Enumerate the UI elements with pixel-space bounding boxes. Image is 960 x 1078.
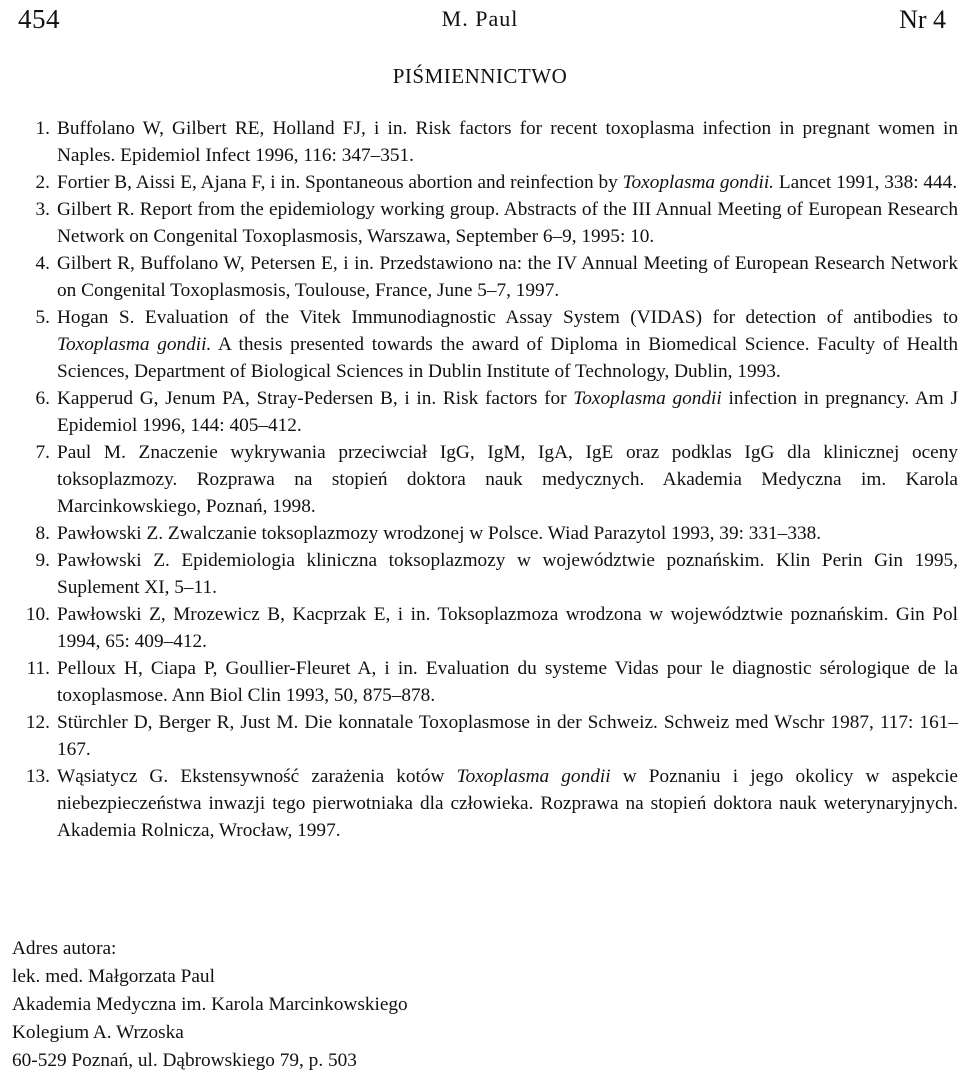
author-name: lek. med. Małgorzata Paul [12,966,215,987]
reference-text: Stürchler D, Berger R, Just M. Die konnatale Toxoplasmose in der Schweiz. Schweiz med Wschr 1987, 117: 161–167. [57,712,958,760]
address-label: Adres autora: [12,938,117,959]
reference-text: Kapperud G, Jenum PA, Stray-Pedersen B, i in. Risk factors for [57,388,574,409]
reference-text: Paul M. Znaczenie wykrywania przeciwciał IgG, IgM, IgA, IgE oraz podklas IgG dla klinicznej oceny toksoplazmozy. Rozprawa na stopień doktora nauk medycznych. Akademia Medyczna im. Karola Marcinkowskiego, Poznań, 1998. [57,442,958,517]
reference-item-1 [18,115,958,169]
author-street: 60-529 Poznań, ul. Dąbrowskiego 79, p. 503 [12,1050,357,1071]
reference-text: Pawłowski Z, Mrozewicz B, Kacprzak E, i in. Toksoplazmoza wrodzona w województwie poznańskim. Gin Pol 1994, 65: 409–412. [57,604,958,652]
reference-italic-title: Toxoplasma gondii. [622,172,774,193]
page-number: 454 [18,4,60,34]
reference-text: Pawłowski Z. Zwalczanie toksoplazmozy wrodzonej w Polsce. Wiad Parazytol 1993, 39: 331–338. [57,523,822,544]
reference-number: 10. [25,604,50,625]
reference-list [18,115,958,844]
reference-text-tail: A thesis presented towards the award of Diploma in Biomedical Science. Faculty of Health Sciences, Department of Biological Sciences in Dublin Institute of Technology, Dublin, 1993. [57,334,958,382]
reference-number: 2. [35,172,50,193]
reference-number: 13. [25,766,50,787]
reference-item-5 [18,304,958,385]
reference-text: Pelloux H, Ciapa P, Goullier-Fleuret A, i in. Evaluation du systeme Vidas pour le diagnostic sérologique de la toxoplasmose. Ann Biol Clin 1993, 50, 875–878. [57,658,958,706]
reference-text: Fortier B, Aissi E, Ajana F, i in. Spontaneous abortion and reinfection by [57,172,623,193]
reference-item-11 [18,655,958,709]
author-address [12,935,408,1075]
reference-number: 8. [35,523,50,544]
reference-item-7 [18,439,958,520]
reference-text: Buffolano W, Gilbert RE, Holland FJ, i in. Risk factors for recent toxoplasma infection in pregnant women in Naples. Epidemiol Infect 1996, 116: 347–351. [57,118,958,166]
reference-item-8 [18,520,958,547]
reference-item-12 [18,709,958,763]
reference-item-2 [18,169,958,196]
reference-item-6 [18,385,958,439]
reference-text: Gilbert R. Report from the epidemiology working group. Abstracts of the III Annual Meeting of European Research Network on Congenital Toxoplasmosis, Warszawa, September 6–9, 1995: 10. [57,199,958,247]
reference-item-10 [18,601,958,655]
reference-text: Pawłowski Z. Epidemiologia kliniczna toksoplazmozy w województwie poznańskim. Klin Perin Gin 1995, Suplement XI, 5–11. [57,550,958,598]
reference-number: 5. [35,307,50,328]
reference-number: 9. [35,550,50,571]
reference-text-tail: Lancet 1991, 338: 444. [774,172,958,193]
reference-text-tail: infection in pregnancy. Am J Epidemiol 1996, 144: 405–412. [57,388,958,436]
reference-number: 12. [25,712,50,733]
author-institution: Akademia Medyczna im. Karola Marcinkowskiego [12,994,408,1015]
reference-number: 6. [35,388,50,409]
reference-text: Gilbert R, Buffolano W, Petersen E, i in. Przedstawiono na: the IV Annual Meeting of European Research Network on Congenital Toxoplasmosis, Toulouse, France, June 5–7, 1997. [57,253,958,301]
section-title: PIŚMIENNICTWO [392,64,568,88]
reference-number: 3. [35,199,50,220]
reference-text: Hogan S. Evaluation of the Vitek Immunodiagnostic Assay System (VIDAS) for detection of antibodies to [57,307,958,328]
reference-item-3 [18,196,958,250]
reference-number: 4. [35,253,50,274]
running-header [0,0,960,36]
author-unit: Kolegium A. Wrzoska [12,1022,184,1043]
reference-italic-title: Toxoplasma gondii [573,388,722,409]
issue-number: Nr 4 [899,5,946,34]
reference-text-tail: w Poznaniu i jego okolicy w aspekcie niebezpieczeństwa inwazji tego pierwotniaka dla człowieka. Rozprawa na stopień doktora nauk weterynaryjnych. Akademia Rolnicza, Wrocław, 1997. [57,766,958,841]
reference-item-9 [18,547,958,601]
reference-number: 1. [35,118,50,139]
reference-italic-title: Toxoplasma gondii. [57,334,212,355]
reference-number: 11. [26,658,50,679]
reference-item-13 [18,763,958,844]
reference-text: Wąsiatycz G. Ekstensywność zarażenia kotów [57,766,457,787]
reference-number: 7. [35,442,50,463]
reference-item-4 [18,250,958,304]
running-author: M. Paul [441,6,519,31]
reference-italic-title: Toxoplasma gondii [456,766,611,787]
